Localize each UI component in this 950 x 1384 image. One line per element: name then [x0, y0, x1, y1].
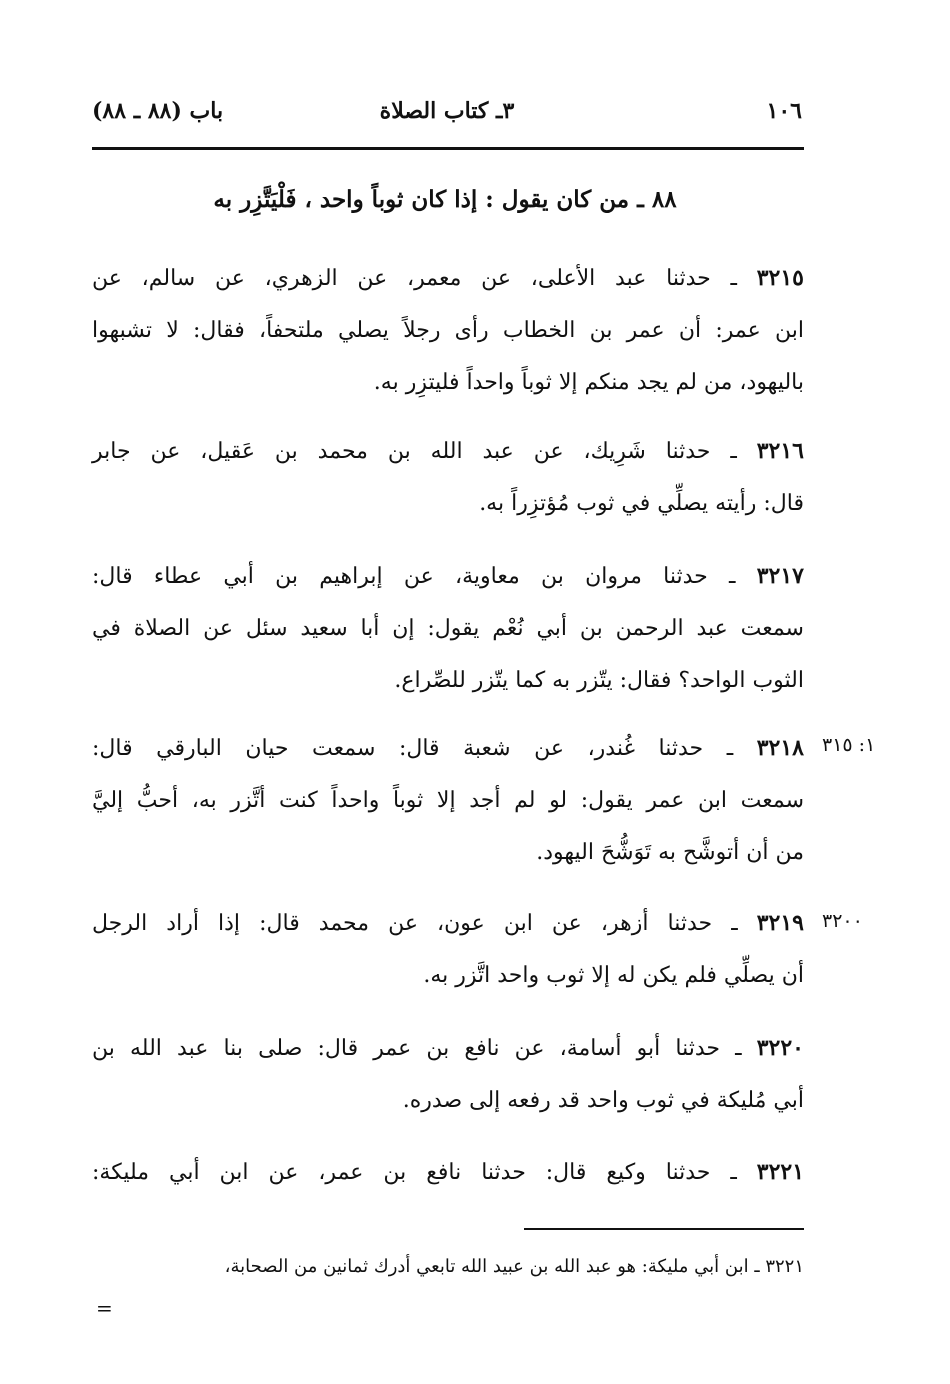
- hadith-number: ٣٢١٩: [756, 910, 804, 936]
- hadith-entry: [92, 550, 804, 707]
- hadith-line: الثوب الواحد؟ فقال: يتّزر به كما يتّزر للصِّراع.: [394, 668, 804, 693]
- hadith-line: أبي مُليكة في ثوب واحد قد رفعه إلى صدره.: [402, 1088, 804, 1113]
- hadith-line: [92, 425, 804, 478]
- book-title: ٣ـ كتاب الصلاة: [379, 98, 515, 124]
- margin-reference: ٣٢٠٠: [822, 910, 863, 932]
- hadith-line: ابن عمر: أن عمر بن الخطاب رأى رجلاً يصلي ملتحفاً، فقال: لا تشبهوا: [92, 318, 804, 343]
- hadith-line: قال: رأيته يصلِّي في ثوب مُؤتزِراً به.: [479, 491, 804, 516]
- hadith-line: أن يصلِّي فلم يكن له إلا ثوب واحد اتَّزر به.: [423, 963, 804, 988]
- hadith-line: سمعت ابن عمر يقول: لو لم أجد إلا ثوباً واحداً كنت أتَّزر به، أحبُّ إليَّ: [92, 788, 805, 813]
- hadith-number: ٣٢١٧: [756, 563, 804, 589]
- hadith-line: باليهود، من لم يجد منكم إلا ثوباً واحداً فليتزِر به.: [373, 370, 804, 395]
- hadith-number: ٣٢١٨: [756, 735, 804, 761]
- hadith-line: [92, 1022, 804, 1075]
- hadith-number: ٣٢٢٠: [756, 1035, 804, 1061]
- hadith-number: ٣٢١٦: [756, 438, 804, 464]
- hadith-entry: [92, 425, 804, 530]
- hadith-number: ٣٢١٥: [756, 265, 804, 291]
- hadith-text: ـ حدثنا وكيع قال: حدثنا نافع بن عمر، عن ابن أبي مليكة:: [92, 1160, 737, 1185]
- hadith-entry: [92, 1146, 804, 1199]
- hadith-line: [92, 722, 804, 775]
- hadith-line: [92, 252, 804, 305]
- hadith-text: ـ حدثنا أزهر، عن ابن عون، عن محمد قال: إذا أراد الرجل: [92, 911, 738, 936]
- hadith-entry: [92, 722, 804, 879]
- hadith-line: من أن أتوشَّح به تَوَشُّحَ اليهود.: [536, 840, 804, 865]
- hadith-text: ـ حدثنا غُندر، عن شعبة قال: سمعت حيان البارقي قال:: [92, 736, 734, 761]
- hadith-text: ـ حدثنا أبو أسامة، عن نافع بن عمر قال: صلى بنا عبد الله بن: [92, 1036, 742, 1061]
- page-number: ١٠٦: [766, 98, 802, 124]
- hadith-text: ـ حدثنا شَرِيك، عن عبد الله بن محمد بن عَقيل، عن جابر: [92, 439, 737, 464]
- running-header: [92, 98, 802, 134]
- hadith-entry: [92, 1022, 804, 1127]
- hadith-text: ـ حدثنا عبد الأعلى، عن معمر، عن الزهري، عن سالم، عن: [92, 266, 737, 291]
- hadith-entry: [92, 897, 804, 1002]
- chapter-range: باب (٨٨ ـ ٨٨): [92, 98, 224, 124]
- hadith-number: ٣٢٢١: [756, 1159, 805, 1185]
- margin-reference: ١: ٣١٥: [822, 734, 876, 756]
- hadith-line: [92, 550, 804, 603]
- continuation-mark: =: [96, 1296, 113, 1320]
- hadith-entry: [92, 252, 804, 409]
- footnote: ٣٢٢١ ـ ابن أبي مليكة: هو عبد الله بن عبيد الله تابعي أدرك ثمانين من الصحابة،: [224, 1256, 804, 1277]
- footnote-rule: [524, 1228, 804, 1230]
- hadith-line: [92, 897, 804, 950]
- hadith-text: ـ حدثنا مروان بن معاوية، عن إبراهيم بن أبي عطاء قال:: [92, 564, 736, 589]
- hadith-line: سمعت عبد الرحمن بن أبي نُعْم يقول: إن أبا سعيد سئل عن الصلاة في: [92, 616, 804, 641]
- chapter-title: ٨٨ ـ من كان يقول : إذا كان ثوباً واحد ، فَلْيَتَّزِر به: [213, 186, 677, 213]
- header-rule: [92, 147, 804, 150]
- hadith-line: [92, 1146, 804, 1199]
